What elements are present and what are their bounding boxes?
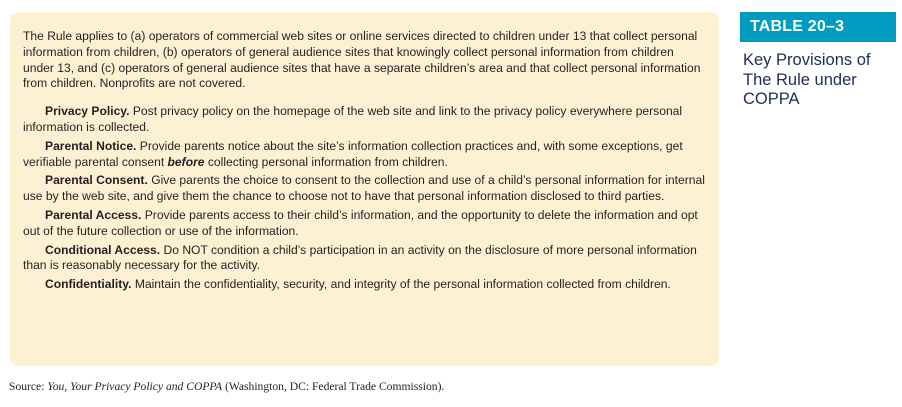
intro-paragraph: The Rule applies to (a) operators of commercial web sites or online services directed to children under 13 that collect personal information from children, (b) operators of general audience sites that knowingly collect personal information from children under 13, and (c) operators of general audience sites that have a separate children’s area and that collect personal information from children. Nonprofits are not covered. bbox=[23, 29, 701, 91]
provision-conditional-access bbox=[23, 243, 707, 275]
provision-text: Do NOT condition a child’s participation in an activity on the disclosure of more personal information than is reasonably necessary for the activity. bbox=[23, 242, 697, 273]
provision-text: Provide parents access to their child’s information, and the opportunity to delete the information and opt out of the future collection or use of the information. bbox=[23, 207, 698, 238]
provision-term: Confidentiality. bbox=[45, 277, 132, 292]
source-suffix: (Washington, DC: Federal Trade Commission). bbox=[222, 380, 445, 393]
provision-term: Parental Consent. bbox=[45, 173, 148, 188]
provision-parental-access bbox=[23, 208, 707, 240]
provision-text: Give parents the choice to consent to the collection and use of a child’s personal information for internal use by the web site, and give them the chance to choose not to have that personal information disclosed to third parties. bbox=[23, 173, 705, 204]
provision-text: Post privacy policy on the homepage of the web site and link to the privacy policy everywhere personal information is collected. bbox=[23, 104, 683, 134]
provision-emphasis: before bbox=[167, 154, 205, 169]
provision-term: Parental Access. bbox=[45, 207, 142, 222]
provision-text: collecting personal information from children. bbox=[204, 154, 448, 169]
table-title: Key Provisions of The Rule under COPPA bbox=[743, 51, 871, 108]
source-citation bbox=[9, 380, 444, 393]
provision-term: Parental Notice. bbox=[45, 138, 137, 153]
provision-parental-consent bbox=[23, 173, 707, 205]
provision-confidentiality bbox=[23, 277, 707, 293]
provision-term: Conditional Access. bbox=[45, 242, 161, 257]
table-sidebar bbox=[740, 12, 900, 110]
table-number-label: TABLE 20–3 bbox=[740, 12, 896, 42]
source-title: You, Your Privacy Policy and COPPA bbox=[47, 380, 223, 393]
provision-term: Privacy Policy. bbox=[45, 104, 130, 119]
provision-text: Provide parents notice about the site’s information collection practices and, with some exceptions, get verifiable parental consent bbox=[23, 138, 683, 169]
provision-parental-notice bbox=[23, 139, 707, 171]
provision-text: Maintain the confidentiality, security, and integrity of the personal information collected from children. bbox=[131, 277, 671, 292]
table-body bbox=[10, 12, 719, 366]
source-prefix: Source: bbox=[9, 380, 48, 393]
provision-privacy-policy bbox=[23, 104, 707, 136]
